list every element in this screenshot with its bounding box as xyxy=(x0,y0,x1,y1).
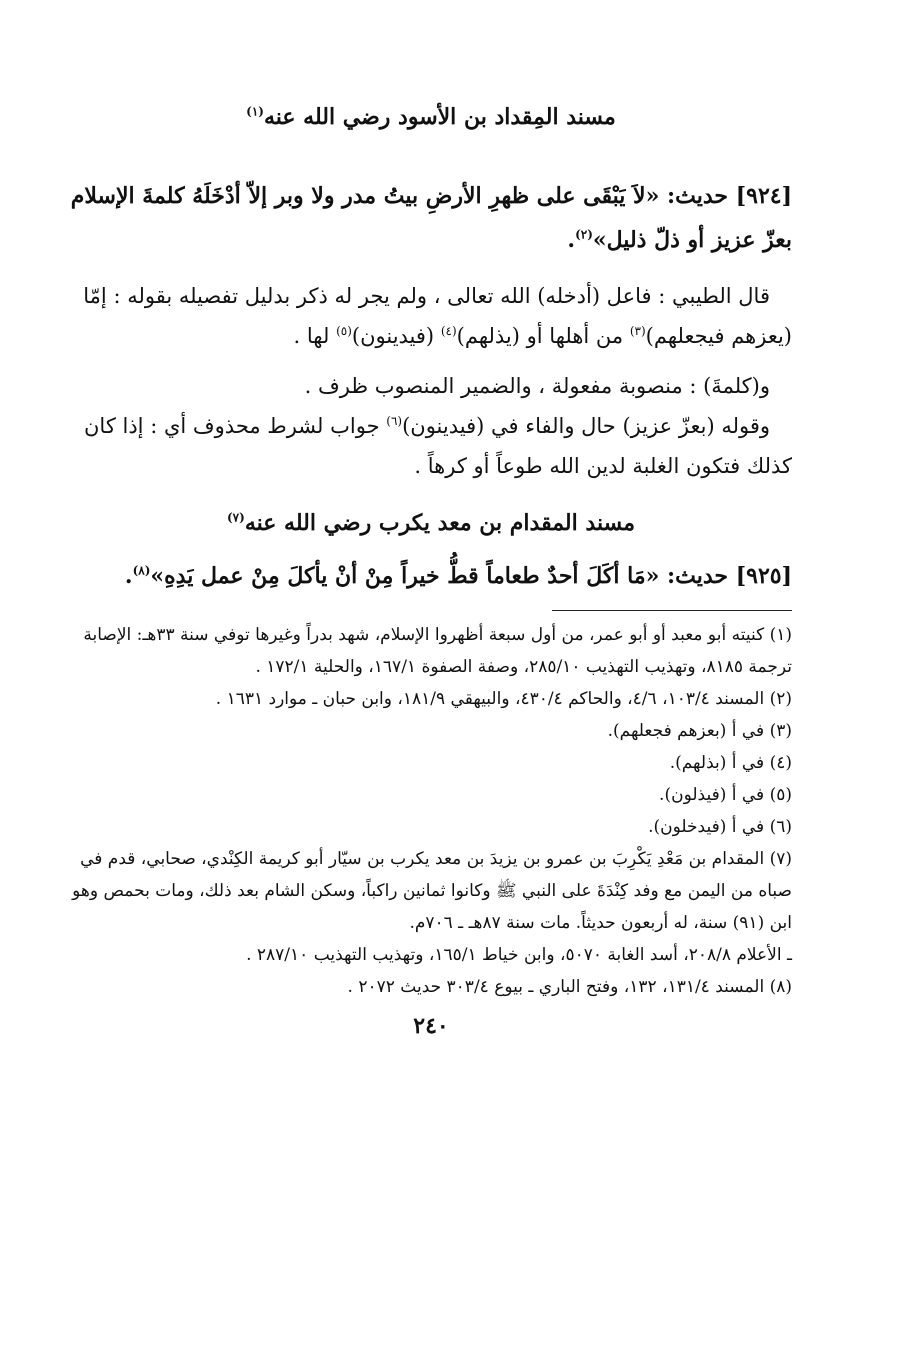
heading-text: مسند المقدام بن معد يكرب رضي الله عنه xyxy=(244,510,636,536)
section-heading-miqdam xyxy=(70,506,792,540)
footnote-ref: (٥) xyxy=(336,324,352,338)
footnote-6: (٦) في أ (فيدخلون). xyxy=(648,817,792,837)
footnote-4: (٤) في أ (بذلهم). xyxy=(669,753,792,773)
footnote-3: (٣) في أ (بعزهم فجعلهم). xyxy=(607,721,792,741)
footnote-7: (٧) المقدام بن مَعْدِ يَكْرِبَ بن عمرو بن يزيدَ بن معد يكرب بن سيّار أبو كريمة الكِنْدي، صحابي، قدم في صباه من اليمن مع وفد كِنْدَةَ على النبي ﷺ وكانوا ثمانين راكباً، وسكن الشام بعد ذلك، ومات بحمص وهو ابن (٩١) سنة، له أربعون حديثاً. مات سنة ٨٧هـ ـ ٧٠٦م. xyxy=(72,849,792,933)
hadith-label: حديث: xyxy=(667,563,729,589)
document-page xyxy=(70,100,792,1039)
footnote-ref: (٧) xyxy=(226,510,245,525)
footnote-ref: (٢) xyxy=(575,227,593,242)
footnote-5: (٥) في أ (فيذلون). xyxy=(659,785,792,805)
hadith-925: [٩٢٥] حديث: «مَا أكَلَ أحدٌ طعاماً قطُّ خيراً مِنْ أنْ يأكلَ مِنْ عمل يَدِهِ»$^{(٨)}$. xyxy=(124,563,792,589)
hadith-number: [٩٢٥] xyxy=(735,563,792,589)
footnote-ref: (١) xyxy=(246,104,264,119)
commentary-paragraph: قال الطيبي : فاعل (أدخله) الله تعالى ، ولم يجر له ذكر بدليل تفصيله بقوله : إمّا (يعزهم فيجعلهم)$^{(٣)}$ من أهلها أو (يذلهم)$^{(٤)}$ (فيدينون)$^{(٥)}$ لها . xyxy=(83,284,792,348)
footnotes xyxy=(70,619,792,1003)
commentary-paragraph: وقوله (بعزّ عزيز) حال والفاء في (فيدينون)$^{(٦)}$ جواب لشرط محذوف أي : إذا كان كذلك فتكون الغلبة لدين الله طوعاً أو كرهاً . xyxy=(84,414,792,478)
footnote-ref: (٨) xyxy=(132,563,151,578)
heading-text: مسند المِقداد بن الأسود رضي الله عنه xyxy=(263,104,616,130)
section-heading-miqdad xyxy=(70,100,792,134)
footnote-ref: (٤) xyxy=(440,324,457,338)
hadith-text: «لاَ يَبْقَى على ظهرِ الأرضِ بيتُ مدر ولا وبر إلاّ أدْخَلَهُ كلمةَ الإسلام بعزّ عزيز أو ذلّ ذليل» xyxy=(70,183,792,253)
page-number: ٢٤٠ xyxy=(413,1013,449,1039)
hadith-label: حديث: xyxy=(667,183,729,209)
hadith-number: [٩٢٤] xyxy=(735,183,792,209)
footnote-ref: (٦) xyxy=(386,414,403,428)
footnote-7-sources: ـ الأعلام ٢٠٨/٨، أسد الغابة ٥٠٧٠، وابن خياط ١٦٥/١، وتهذيب التهذيب ٢٨٧/١٠ . xyxy=(246,945,792,965)
footnote-8: (٨) المسند ١٣١/٤، ١٣٢، وفتح الباري ـ بيوع ٣٠٣/٤ حديث ٢٠٧٢ . xyxy=(347,977,792,997)
footnote-1: (١) كنيته أبو معبد أو أبو عمر، من أول سبعة أظهروا الإسلام، شهد بدراً وغيرها توفي سنة ٣٣هـ: الإصابة ترجمة ٨١٨٥، وتهذيب التهذيب ٢٨٥/١٠، وصفة الصفوة ١٦٧/١، والحلية ١٧٢/١ . xyxy=(83,625,792,677)
footnote-divider xyxy=(552,610,792,611)
footnote-ref: (٣) xyxy=(629,324,646,338)
hadith-924: [٩٢٤] حديث: «لاَ يَبْقَى على ظهرِ الأرضِ بيتُ مدر ولا وبر إلاّ أدْخَلَهُ كلمةَ الإسلام بعزّ عزيز أو ذلّ ذليل»$^{(٢)}$. xyxy=(70,183,792,253)
commentary-paragraph: و(كلمةَ) : منصوبة مفعولة ، والضمير المنصوب ظرف . xyxy=(304,374,770,398)
footnote-2: (٢) المسند ١٠٣/٤، ٤/٦، والحاكم ٤٣٠/٤، والبيهقي ١٨١/٩، وابن حبان ـ موارد ١٦٣١ . xyxy=(215,689,792,709)
hadith-text: «مَا أكَلَ أحدٌ طعاماً قطُّ خيراً مِنْ أنْ يأكلَ مِنْ عمل يَدِهِ» xyxy=(150,563,660,589)
